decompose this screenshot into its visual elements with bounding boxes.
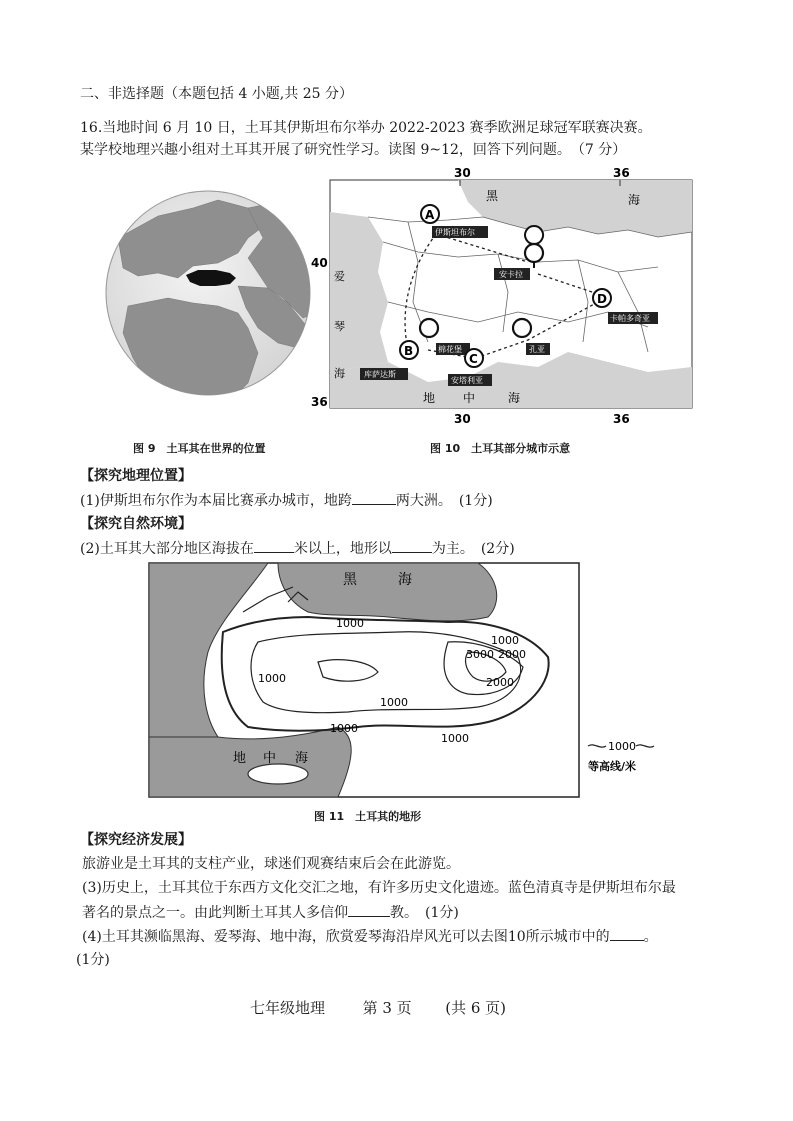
contour-label-8: 2000 xyxy=(486,676,514,689)
lat-36: 36 xyxy=(311,395,328,409)
contour-label-7: 2000 xyxy=(498,648,526,661)
question-2 xyxy=(80,538,515,559)
city-istanbul: 伊斯坦布尔 xyxy=(435,228,475,237)
legend-value: 1000 xyxy=(608,740,636,753)
marker-c-letter: C xyxy=(469,352,478,366)
contour-label-2: 1000 xyxy=(258,672,286,685)
sea-label-black-1: 黑 xyxy=(486,189,499,203)
sea-label-med-2: 中 xyxy=(463,391,476,405)
cyprus-island xyxy=(248,764,308,784)
figure-10-caption: 图 10 土耳其部分城市示意 xyxy=(430,442,571,455)
question-line-2: 某学校地理兴趣小组对土耳其开展了研究性学习。读图 9~12，回答下列问题。 （7 分） xyxy=(80,142,627,158)
contour-label-9: 1000 xyxy=(380,696,408,709)
question-1-tail: 两大洲。 (1分) xyxy=(395,493,493,509)
aegean-sea-area xyxy=(330,212,388,372)
lat-40: 40 xyxy=(311,256,328,270)
figure-9-globe xyxy=(98,178,318,408)
page-footer xyxy=(250,998,506,1018)
question-4-text: (4)土耳其濒临黑海、爱琴海、地中海，欣赏爱琴海沿岸风光可以去图10所示城市中的 xyxy=(82,929,610,945)
explore-economy-heading: 【探究经济发展】 xyxy=(80,832,192,848)
lon-30-bottom: 30 xyxy=(454,412,471,426)
lon-30-top: 30 xyxy=(454,166,471,180)
question-2-text-b: 米以上，地形以 xyxy=(293,541,392,557)
black-sea-label-2: 海 xyxy=(398,572,412,588)
sea-label-med-1: 地 xyxy=(423,391,436,405)
footer-page: 第 3 页 xyxy=(362,999,412,1017)
figure-11-map xyxy=(148,562,698,802)
question-1-text: (1)伊斯坦布尔作为本届比赛承办城市，地跨 xyxy=(80,493,352,509)
lon-36-bottom: 36 xyxy=(613,412,630,426)
med-sea-label-3: 海 xyxy=(295,751,309,766)
figure-9-caption: 图 9 土耳其在世界的位置 xyxy=(133,442,266,455)
contour-legend xyxy=(588,740,654,773)
city-kusadasi: 库萨达斯 xyxy=(364,370,396,379)
med-sea-label-1: 地 xyxy=(233,751,247,766)
question-3-line-2 xyxy=(82,902,459,923)
answer-blank-1[interactable] xyxy=(352,490,396,505)
figure-11-caption: 图 11 土耳其的地形 xyxy=(314,810,422,823)
tourism-intro: 旅游业是土耳其的支柱产业，球迷们观赛结束后会在此游览。 xyxy=(82,856,460,872)
marker-b-letter: B xyxy=(404,344,414,358)
answer-blank-2a[interactable] xyxy=(254,538,294,553)
question-3-text: 著名的景点之一。由此判断土耳其人多信仰 xyxy=(82,905,348,921)
sea-label-aegean-3: 海 xyxy=(334,367,345,380)
explore-nature-heading: 【探究自然环境】 xyxy=(80,516,192,532)
section-heading: 二、非选择题（本题包括 4 小题,共 25 分） xyxy=(80,86,353,102)
lon-36-top: 36 xyxy=(613,166,630,180)
footer-total: (共 6 页) xyxy=(445,999,507,1017)
city-cappadocia: 卡帕多奇亚 xyxy=(610,314,650,323)
question-2-text-c: 为主。 (2分) xyxy=(431,541,515,557)
contour-label-1: 1000 xyxy=(336,617,364,630)
marker-d-letter: D xyxy=(597,292,607,306)
legend-label: 等高线/米 xyxy=(588,760,637,773)
black-sea xyxy=(278,563,497,621)
explore-position-heading: 【探究地理位置】 xyxy=(80,468,192,484)
marker-a-letter: A xyxy=(425,208,435,222)
figure-10-map xyxy=(308,162,698,426)
question-4-tail: 。 xyxy=(643,929,658,945)
question-line-1: 16.当地时间 6 月 10 日，土耳其伊斯坦布尔举办 2022-2023 赛季欧洲足球冠军联赛决赛。 xyxy=(80,120,652,136)
city-pamukkale: 棉花堡 xyxy=(438,345,462,354)
question-4 xyxy=(82,926,658,947)
question-3-tail: 教。 (1分) xyxy=(390,905,459,921)
sea-label-aegean-2: 琴 xyxy=(334,320,345,333)
contour-label-6: 3000 xyxy=(466,648,494,661)
question-2-text-a: (2)土耳其大部分地区海拔在 xyxy=(80,541,254,557)
answer-blank-3[interactable] xyxy=(348,902,390,917)
question-4-score: (1分) xyxy=(76,952,110,968)
question-1 xyxy=(80,490,493,511)
globe-image xyxy=(98,178,318,408)
answer-blank-2b[interactable] xyxy=(392,538,432,553)
question-3-line-1: (3)历史上，土耳其位于东西方文化交汇之地，有许多历史文化遗迹。蓝色清真寺是伊斯坦布尔最 xyxy=(82,880,676,896)
med-sea-label-2: 中 xyxy=(263,751,277,766)
footer-subject: 七年级地理 xyxy=(250,999,326,1017)
contour-label-4: 1000 xyxy=(441,732,469,745)
city-ankara: 安卡拉 xyxy=(499,270,523,279)
sea-label-med-3: 海 xyxy=(508,391,521,405)
black-sea-label-1: 黑 xyxy=(343,572,357,588)
sea-label-black-2: 海 xyxy=(628,193,641,207)
city-antalya: 安塔利亚 xyxy=(451,376,483,385)
answer-blank-4[interactable] xyxy=(610,926,644,941)
contour-label-3: 1000 xyxy=(330,722,358,735)
sea-label-aegean-1: 爱 xyxy=(334,270,345,283)
contour-label-5: 1000 xyxy=(491,634,519,647)
city-konya: 孔亚 xyxy=(529,345,545,354)
